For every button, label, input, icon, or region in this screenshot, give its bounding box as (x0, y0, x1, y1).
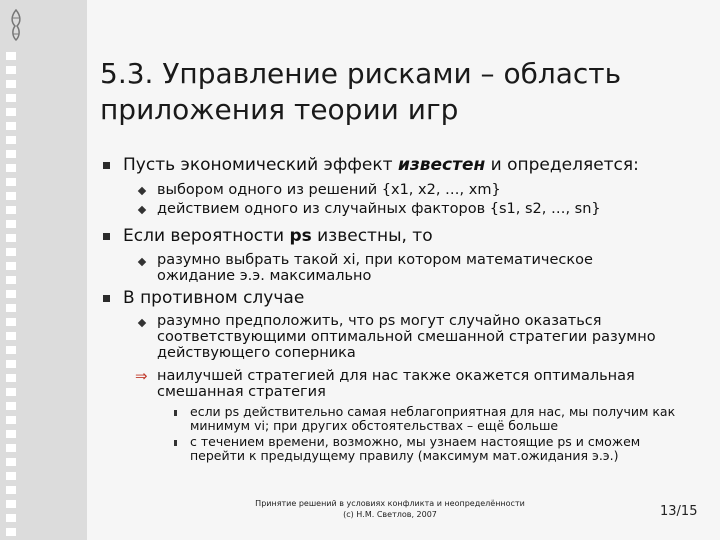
bullet-3-sub-2b: минимум vi; при других обстоятельствах – ещё больше (190, 418, 559, 433)
bullet-3-sub-3b: перейти к предыдущему правилу (максимум мат.ожидания э.э.) (190, 448, 619, 463)
square-bullet-icon (103, 295, 110, 302)
bullet-3-sub-2a: если ps действительно самая неблагоприятная для нас, мы получим как (190, 404, 676, 419)
footer-line-1: Принятие решений в условиях конфликта и неопределённости (255, 499, 525, 508)
bullet-3-text: В противном случае (123, 288, 305, 308)
title-line-2: приложения теории игр (100, 93, 459, 126)
arrow-right-icon: ⇒ (135, 367, 148, 385)
bullet-1-sub-2: действием одного из случайных факторов {s1, s2, …, sn} (157, 201, 601, 217)
small-bullet-icon (174, 410, 177, 416)
bullet-3-sub-3a: с течением времени, возможно, мы узнаем настоящие ps и сможем (190, 434, 641, 449)
bullet-2-sub-1a: разумно выбрать такой xi, при котором математическое (157, 252, 593, 268)
bullet-3-arrow-a: наилучшей стратегией для нас также окажется оптимальная (157, 368, 635, 384)
bullet-1-sub-1: выбором одного из решений {x1, x2, …, xm} (157, 182, 501, 198)
bullet-1-text: Пусть экономический эффект известен и определяется: (123, 155, 639, 175)
footer (240, 498, 540, 520)
title-line-1: 5.3. Управление рисками – область (100, 57, 622, 90)
small-bullet-icon (174, 440, 177, 446)
logo-icon (8, 8, 24, 42)
bullet-3-sub-1c: действующего соперника (157, 345, 356, 361)
square-bullet-icon (103, 233, 110, 240)
bullet-3-sub-1b: соответствующими оптимальной смешанной стратегии разумно (157, 329, 656, 345)
bullet-2-sub-1b: ожидание э.э. максимально (157, 268, 372, 284)
page-number: 13/15 (660, 504, 698, 519)
bullet-3-arrow-b: смешанная стратегия (157, 384, 326, 400)
square-bullet-icon (103, 162, 110, 169)
footer-line-2: (c) Н.М. Светлов, 2007 (343, 510, 437, 519)
bullet-2-text: Если вероятности ps известны, то (123, 226, 433, 246)
sidebar (0, 0, 87, 540)
bullet-3-sub-1a: разумно предположить, что ps могут случайно оказаться (157, 313, 602, 329)
page-title (100, 56, 700, 128)
sidebar-squares (6, 52, 16, 540)
